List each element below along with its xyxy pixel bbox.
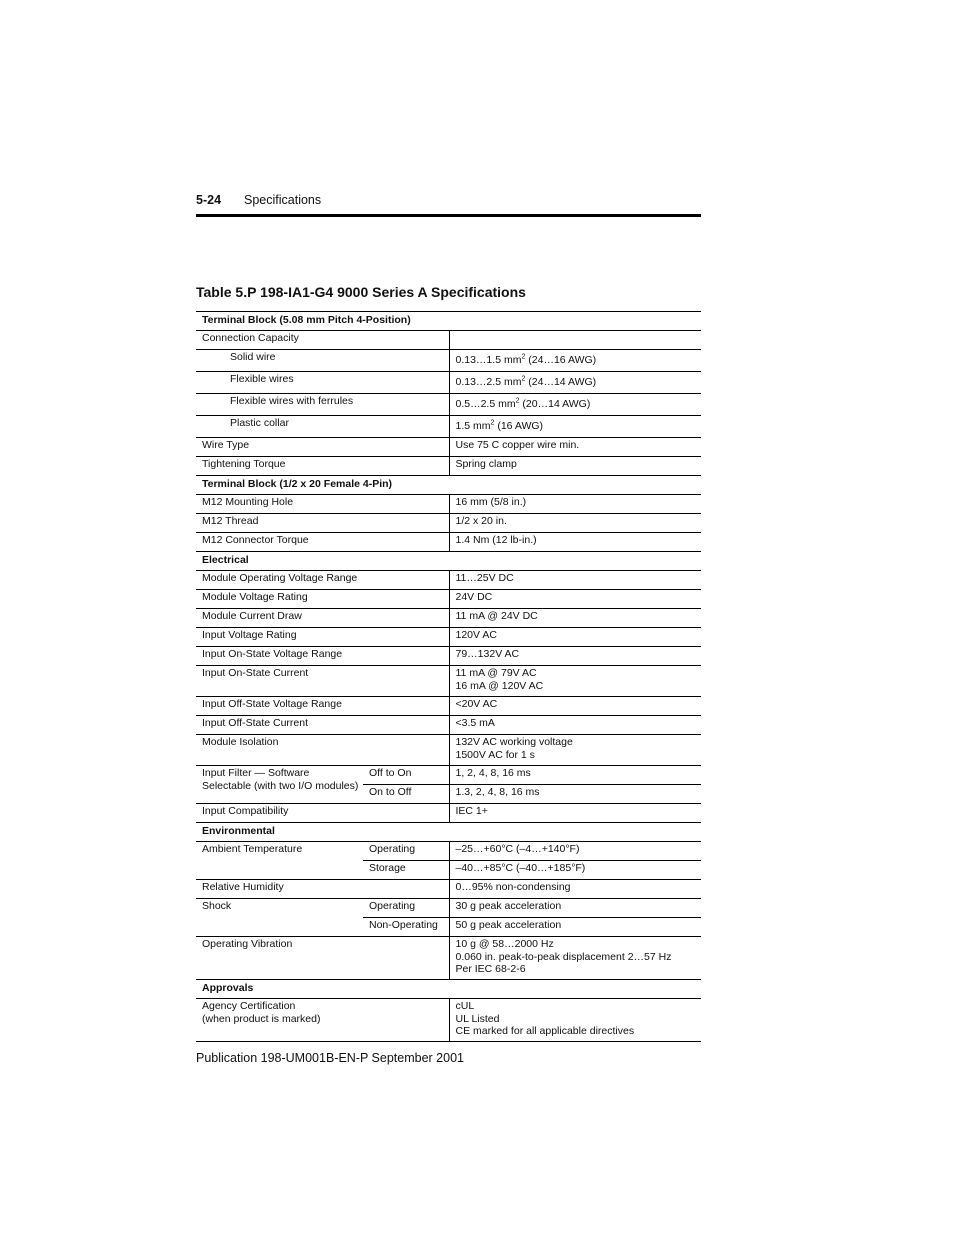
section-row (196, 552, 701, 571)
row-value: 79…132V AC (449, 647, 701, 666)
table-row (196, 999, 701, 1042)
row-label: Input Off-State Current (196, 716, 449, 735)
row-label: M12 Mounting Hole (196, 495, 449, 514)
row-sublabel: Operating (363, 842, 449, 861)
table-row (196, 350, 701, 372)
section-row (196, 980, 701, 999)
row-label: Module Isolation (196, 735, 449, 766)
row-label: Module Voltage Rating (196, 590, 449, 609)
section-name: Specifications (244, 193, 322, 207)
table-row (196, 804, 701, 823)
table-row (196, 647, 701, 666)
table-row (196, 514, 701, 533)
row-value: 11…25V DC (449, 571, 701, 590)
table-row (196, 899, 701, 918)
section-row (196, 312, 701, 331)
row-label: Input On-State Voltage Range (196, 647, 449, 666)
row-value: 30 g peak acceleration (449, 899, 701, 918)
table-row (196, 590, 701, 609)
table-row (196, 609, 701, 628)
row-label: Input Compatibility (196, 804, 449, 823)
row-value: 1.3, 2, 4, 8, 16 ms (449, 785, 701, 804)
row-value: –25…+60°C (–4…+140°F) (449, 842, 701, 861)
row-value: 0…95% non-condensing (449, 880, 701, 899)
row-label: M12 Thread (196, 514, 449, 533)
row-label: Input On-State Current (196, 666, 449, 697)
row-label: Flexible wires with ferrules (196, 394, 449, 416)
row-label: Input Filter — Software Selectable (with two I/O modules) (196, 766, 363, 804)
row-value: –40…+85°C (–40…+185°F) (449, 861, 701, 880)
row-value: 11 mA @ 79V AC 16 mA @ 120V AC (449, 666, 701, 697)
row-value (449, 331, 701, 350)
row-label: Flexible wires (196, 372, 449, 394)
table-row (196, 880, 701, 899)
page-number: 5-24 (196, 193, 222, 207)
table-row (196, 372, 701, 394)
row-value: <3.5 mA (449, 716, 701, 735)
row-value: 1/2 x 20 in. (449, 514, 701, 533)
row-value: 0.5…2.5 $mm^2$ (20…14 AWG) (449, 394, 701, 416)
table-row (196, 457, 701, 476)
row-value: cUL UL Listed CE marked for all applicable directives (449, 999, 701, 1042)
section-heading: Terminal Block (1/2 x 20 Female 4-Pin) (196, 476, 701, 495)
row-value: 11 mA @ 24V DC (449, 609, 701, 628)
row-label: M12 Connector Torque (196, 533, 449, 552)
table-row (196, 394, 701, 416)
section-row (196, 476, 701, 495)
row-sublabel: Storage (363, 861, 449, 880)
section-heading: Approvals (196, 980, 701, 999)
row-label: Module Operating Voltage Range (196, 571, 449, 590)
specifications-table (196, 311, 701, 1042)
row-sublabel: On to Off (363, 785, 449, 804)
row-label: Operating Vibration (196, 937, 449, 980)
row-value: 1.4 Nm (12 lb-in.) (449, 533, 701, 552)
row-value: IEC 1+ (449, 804, 701, 823)
row-label: Connection Capacity (196, 331, 449, 350)
table-row (196, 842, 701, 861)
row-value: <20V AC (449, 697, 701, 716)
table-row (196, 533, 701, 552)
row-label: Shock (196, 899, 363, 937)
row-value: 132V AC working voltage 1500V AC for 1 s (449, 735, 701, 766)
row-value: 0.13…1.5 $mm^2$ (24…16 AWG) (449, 350, 701, 372)
row-label: Ambient Temperature (196, 842, 363, 880)
row-label: Module Current Draw (196, 609, 449, 628)
row-value: 1.5 $mm^2$ (16 AWG) (449, 416, 701, 438)
row-value: 1, 2, 4, 8, 16 ms (449, 766, 701, 785)
header-rule (196, 214, 701, 217)
running-header (196, 192, 701, 208)
table-row (196, 571, 701, 590)
row-label: Input Off-State Voltage Range (196, 697, 449, 716)
row-label: Tightening Torque (196, 457, 449, 476)
row-label: Agency Certification (when product is marked) (196, 999, 449, 1042)
table-row (196, 628, 701, 647)
row-sublabel: Off to On (363, 766, 449, 785)
row-value: 10 g @ 58…2000 Hz 0.060 in. peak-to-peak displacement 2…57 Hz Per IEC 68-2-6 (449, 937, 701, 980)
table-row (196, 766, 701, 785)
row-value: 0.13…2.5 $mm^2$ (24…14 AWG) (449, 372, 701, 394)
table-row (196, 666, 701, 697)
row-label: Input Voltage Rating (196, 628, 449, 647)
row-label: Relative Humidity (196, 880, 449, 899)
row-value: 120V AC (449, 628, 701, 647)
table-row (196, 438, 701, 457)
section-row (196, 823, 701, 842)
table-row (196, 495, 701, 514)
row-value: Spring clamp (449, 457, 701, 476)
row-label: Wire Type (196, 438, 449, 457)
table-row (196, 331, 701, 350)
table-row (196, 716, 701, 735)
section-heading: Terminal Block (5.08 mm Pitch 4-Position) (196, 312, 701, 331)
publication-footer: Publication 198-UM001B-EN-P September 2001 (196, 1051, 464, 1065)
row-value: Use 75 C copper wire min. (449, 438, 701, 457)
row-label: Solid wire (196, 350, 449, 372)
row-value: 16 mm (5/8 in.) (449, 495, 701, 514)
row-sublabel: Non-Operating (363, 918, 449, 937)
section-heading: Electrical (196, 552, 701, 571)
row-sublabel: Operating (363, 899, 449, 918)
row-value: 24V DC (449, 590, 701, 609)
table-row (196, 735, 701, 766)
section-heading: Environmental (196, 823, 701, 842)
table-row (196, 697, 701, 716)
table-row (196, 937, 701, 980)
table-title: Table 5.P 198-IA1-G4 9000 Series A Specifications (196, 284, 526, 300)
row-value: 50 g peak acceleration (449, 918, 701, 937)
row-label: Plastic collar (196, 416, 449, 438)
table-row (196, 416, 701, 438)
